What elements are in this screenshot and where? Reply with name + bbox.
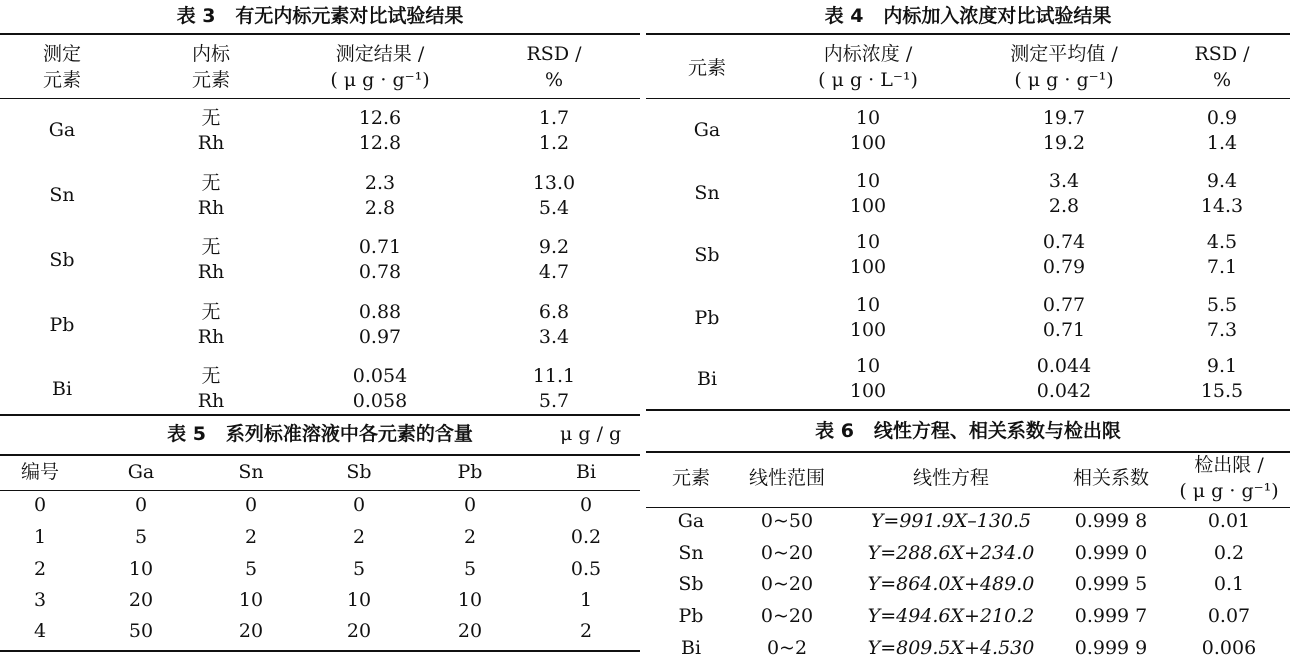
t5-cell: 10 [346, 589, 372, 611]
t3-cell: 无 [201, 107, 221, 129]
t5-cell: 0 [463, 494, 477, 516]
t3-cell: 9.2 [538, 236, 570, 258]
t4-cell: 15.5 [1200, 380, 1244, 402]
t4-cell: 0.9 [1206, 107, 1238, 129]
t3-header-element: 元素 [42, 69, 82, 91]
t3-cell: Rh [197, 261, 225, 283]
t4-cell: 4.5 [1206, 231, 1238, 253]
table-4-header-rule [646, 98, 1290, 99]
t4-cell: 100 [849, 256, 887, 278]
t6-cell: 0~20 [760, 605, 814, 627]
table-6-caption: 表 6 线性方程、相关系数与检出限 [815, 420, 1121, 442]
table-5-unit: μ g / g [560, 423, 622, 445]
table-5-header-rule [0, 490, 640, 491]
table-6 [646, 414, 1290, 657]
table-5-top-rule [0, 454, 640, 456]
table-3-caption: 表 3 有无内标元素对比试验结果 [176, 5, 464, 27]
t3-cell: 0.054 [352, 365, 408, 387]
t6-header-element: 元素 [671, 467, 711, 489]
table-5-caption: 表 5 系列标准溶液中各元素的含量 [167, 423, 473, 445]
t5-cell: 0.2 [570, 526, 602, 548]
table-4-caption: 表 4 内标加入浓度对比试验结果 [824, 5, 1112, 27]
t4-cell: 19.7 [1042, 107, 1086, 129]
t6-cell: 0.01 [1207, 510, 1251, 532]
t3-cell: Rh [197, 197, 225, 219]
t5-cell: 20 [457, 620, 483, 642]
t6-cell: 0.006 [1201, 637, 1257, 659]
t3-cell: 无 [201, 365, 221, 387]
t4-cell: 100 [849, 319, 887, 341]
t3-cell: 1.7 [538, 107, 570, 129]
t4-header-rsd: RSD / [1194, 43, 1250, 65]
t5-cell: 2 [33, 558, 47, 580]
t4-cell: 10 [855, 107, 881, 129]
t5-cell: 1 [579, 589, 593, 611]
t6-cell: Sb [678, 573, 704, 595]
t4-cell: 0.79 [1042, 256, 1086, 278]
t4-cell: 3.4 [1048, 170, 1080, 192]
t6-header-linear-equation: 线性方程 [912, 467, 990, 489]
t3-cell: Rh [197, 326, 225, 348]
t5-cell: 0 [33, 494, 47, 516]
t4-cell: 10 [855, 231, 881, 253]
t4-cell: 5.5 [1206, 294, 1238, 316]
t5-cell: 5 [352, 558, 366, 580]
t4-header-element: 元素 [687, 57, 727, 79]
t6-cell: Ga [677, 510, 705, 532]
t5-cell: 5 [244, 558, 258, 580]
t5-header-number: 编号 [20, 461, 60, 483]
t5-cell: 0 [352, 494, 366, 516]
t5-cell: 1 [33, 526, 47, 548]
t4-element: Bi [696, 368, 718, 390]
table-5-bottom-rule [0, 650, 640, 652]
t6-equation: Y=864.0X+489.0 [867, 573, 1035, 595]
t4-header-concentration: ( μ g · L⁻¹) [818, 69, 918, 91]
t4-cell: 0.74 [1042, 231, 1086, 253]
t5-cell: 20 [128, 589, 154, 611]
table-5 [0, 418, 640, 657]
t6-cell: 0.999 0 [1074, 542, 1148, 564]
t5-cell: 0 [134, 494, 148, 516]
t3-cell: 无 [201, 301, 221, 323]
t3-cell: 无 [201, 172, 221, 194]
t6-cell: 0.999 8 [1074, 510, 1148, 532]
t4-cell: 100 [849, 195, 887, 217]
t3-cell: 11.1 [532, 365, 576, 387]
t5-cell: 10 [457, 589, 483, 611]
t6-header-detection-limit: ( μ g · g⁻¹) [1179, 480, 1279, 502]
t6-equation: Y=494.6X+210.2 [867, 605, 1035, 627]
t3-element: Sb [49, 249, 75, 271]
t3-cell: 4.7 [538, 261, 570, 283]
t4-cell: 9.1 [1206, 355, 1238, 377]
t6-cell: Pb [678, 605, 704, 627]
table-3-bottom-rule [0, 414, 640, 416]
t6-equation: Y=991.9X–130.5 [870, 510, 1032, 532]
table-6-header-rule [646, 507, 1290, 508]
t4-cell: 0.044 [1036, 355, 1092, 377]
table-3 [0, 0, 640, 416]
t4-cell: 0.042 [1036, 380, 1092, 402]
t3-cell: 0.058 [352, 390, 408, 412]
t4-cell: 19.2 [1042, 132, 1086, 154]
t6-cell: 0~20 [760, 542, 814, 564]
t5-header-sb: Sb [346, 461, 372, 483]
t3-element: Bi [51, 378, 73, 400]
table-4 [646, 0, 1290, 412]
t5-cell: 0 [244, 494, 258, 516]
t4-cell: 9.4 [1206, 170, 1238, 192]
t3-cell: 2.8 [364, 197, 396, 219]
t4-cell: 7.1 [1206, 256, 1238, 278]
t4-cell: 100 [849, 132, 887, 154]
t6-equation: Y=288.6X+234.0 [867, 542, 1035, 564]
t6-cell: 0~20 [760, 573, 814, 595]
t5-cell: 2 [244, 526, 258, 548]
t5-cell: 4 [33, 620, 47, 642]
t5-cell: 20 [238, 620, 264, 642]
t4-cell: 100 [849, 380, 887, 402]
t4-header-rsd: % [1212, 69, 1232, 91]
t5-header-bi: Bi [575, 461, 597, 483]
table-3-top-rule [0, 33, 640, 35]
t4-cell: 10 [855, 294, 881, 316]
t5-cell: 10 [128, 558, 154, 580]
t4-element: Ga [693, 119, 721, 141]
t5-cell: 2 [352, 526, 366, 548]
t3-cell: 无 [201, 236, 221, 258]
t3-element: Ga [48, 119, 76, 141]
t4-header-mean: ( μ g · g⁻¹) [1014, 69, 1114, 91]
t3-header-result: ( μ g · g⁻¹) [330, 69, 430, 91]
t3-cell: 6.8 [538, 301, 570, 323]
t6-cell: 0.1 [1213, 573, 1245, 595]
t4-cell: 10 [855, 355, 881, 377]
t5-header-sn: Sn [238, 461, 264, 483]
t3-header-element: 测定 [42, 43, 82, 65]
t3-cell: 3.4 [538, 326, 570, 348]
t4-cell: 0.77 [1042, 294, 1086, 316]
t3-header-rsd: RSD / [526, 43, 582, 65]
t6-cell: 0.999 7 [1074, 605, 1148, 627]
t5-cell: 5 [463, 558, 477, 580]
t4-element: Sn [694, 182, 720, 204]
t5-header-pb: Pb [457, 461, 483, 483]
t4-cell: 1.4 [1206, 132, 1238, 154]
t4-cell: 0.71 [1042, 319, 1086, 341]
t3-cell: 2.3 [364, 172, 396, 194]
t3-header-rsd: % [544, 69, 564, 91]
t5-cell: 3 [33, 589, 47, 611]
t5-cell: 2 [463, 526, 477, 548]
table-3-header-rule [0, 98, 640, 99]
t4-cell: 14.3 [1200, 195, 1244, 217]
t6-cell: 0~2 [766, 637, 808, 659]
t5-cell: 20 [346, 620, 372, 642]
t4-element: Sb [694, 244, 720, 266]
t6-header-correlation: 相关系数 [1072, 467, 1150, 489]
t5-cell: 10 [238, 589, 264, 611]
t3-cell: 0.88 [358, 301, 402, 323]
t3-element: Sn [49, 184, 75, 206]
t3-cell: 12.6 [358, 107, 402, 129]
t4-element: Pb [694, 307, 720, 329]
t5-header-ga: Ga [127, 461, 155, 483]
t6-cell: 0.2 [1213, 542, 1245, 564]
t6-cell: 0.999 9 [1074, 637, 1148, 659]
t3-cell: 0.97 [358, 326, 402, 348]
t3-cell: 5.7 [538, 390, 570, 412]
t6-cell: 0~50 [760, 510, 814, 532]
t3-cell: 0.71 [358, 236, 402, 258]
t5-cell: 2 [579, 620, 593, 642]
t4-header-mean: 测定平均值 / [1010, 43, 1118, 65]
t3-cell: 13.0 [532, 172, 576, 194]
table-4-top-rule [646, 33, 1290, 35]
t6-equation: Y=809.5X+4.530 [867, 637, 1035, 659]
t4-cell: 2.8 [1048, 195, 1080, 217]
t3-header-internal-standard: 元素 [191, 69, 231, 91]
t3-header-result: 测定结果 / [335, 43, 425, 65]
t3-cell: 5.4 [538, 197, 570, 219]
t6-header-linear-range: 线性范围 [748, 467, 826, 489]
t4-header-concentration: 内标浓度 / [823, 43, 913, 65]
t5-cell: 0.5 [570, 558, 602, 580]
t5-cell: 5 [134, 526, 148, 548]
t5-cell: 0 [579, 494, 593, 516]
t6-cell: 0.999 5 [1074, 573, 1148, 595]
t3-cell: Rh [197, 390, 225, 412]
t3-header-internal-standard: 内标 [191, 43, 231, 65]
t6-cell: Sn [678, 542, 704, 564]
t3-cell: 1.2 [538, 132, 570, 154]
t3-cell: 12.8 [358, 132, 402, 154]
table-4-bottom-rule [646, 409, 1290, 411]
t4-cell: 7.3 [1206, 319, 1238, 341]
t6-header-detection-limit: 检出限 / [1194, 454, 1264, 476]
t6-cell: Bi [680, 637, 702, 659]
t6-cell: 0.07 [1207, 605, 1251, 627]
t3-cell: 0.78 [358, 261, 402, 283]
t3-element: Pb [49, 314, 75, 336]
t4-cell: 10 [855, 170, 881, 192]
t3-cell: Rh [197, 132, 225, 154]
t5-cell: 50 [128, 620, 154, 642]
